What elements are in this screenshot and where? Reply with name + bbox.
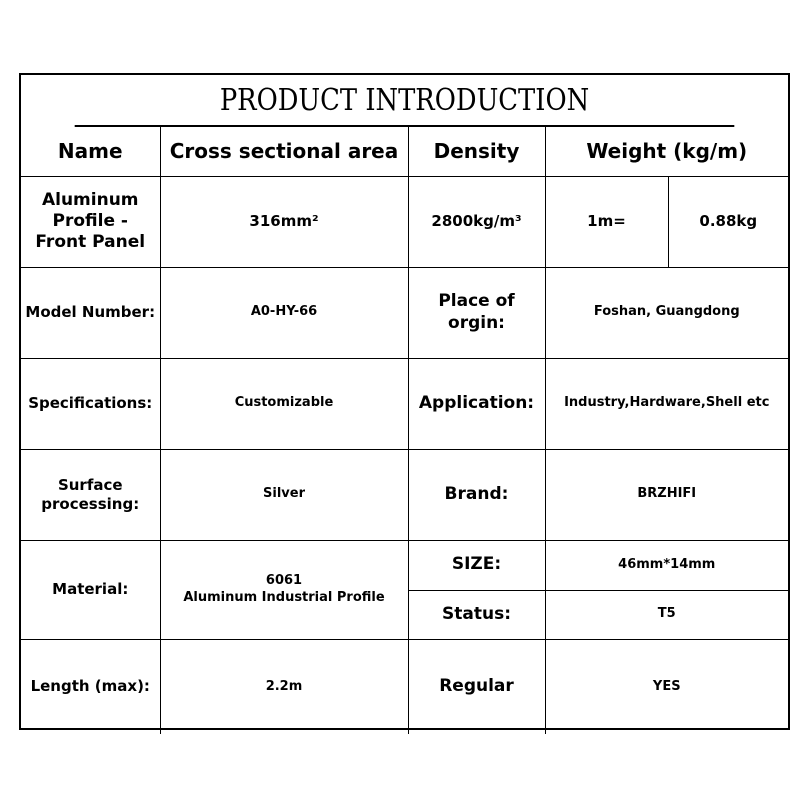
weight-value: 0.88kg [668, 176, 788, 267]
application-label: Application: [408, 358, 545, 449]
table-row [21, 176, 788, 267]
weight-label: 1m= [545, 176, 668, 267]
brand-label: Brand: [408, 449, 545, 540]
density-value: 2800kg/m³ [408, 176, 545, 267]
size-label: SIZE: [408, 540, 545, 590]
header-row [21, 127, 788, 176]
table-row [21, 540, 788, 590]
status-label: Status: [408, 590, 545, 639]
size-value: 46mm*14mm [545, 540, 788, 590]
product-name: Aluminum Profile - Front Panel [21, 176, 160, 267]
table-row [21, 449, 788, 540]
material-description: Aluminum Industrial Profile [183, 589, 385, 605]
brand-value: BRZHIFI [545, 449, 788, 540]
regular-label: Regular [408, 639, 545, 734]
spec-table [21, 127, 788, 734]
product-introduction-sheet [19, 73, 790, 730]
table-row [21, 267, 788, 358]
specifications-value: Customizable [160, 358, 408, 449]
application-value: Industry,Hardware,Shell etc [545, 358, 788, 449]
model-number-value: A0-HY-66 [160, 267, 408, 358]
material-label: Material: [21, 540, 160, 639]
model-number-label: Model Number: [21, 267, 160, 358]
material-grade: 6061 [265, 573, 303, 589]
header-name: Name [21, 127, 160, 176]
material-value [160, 540, 408, 639]
regular-value: YES [545, 639, 788, 734]
header-density: Density [408, 127, 545, 176]
table-row [21, 358, 788, 449]
status-value: T5 [545, 590, 788, 639]
place-of-origin-value: Foshan, Guangdong [545, 267, 788, 358]
length-value: 2.2m [160, 639, 408, 734]
page-title: PRODUCT INTRODUCTION [75, 75, 735, 127]
table-row [21, 639, 788, 734]
length-label: Length (max): [21, 639, 160, 734]
specifications-label: Specifications: [21, 358, 160, 449]
header-area: Cross sectional area [160, 127, 408, 176]
surface-processing-label: Surface processing: [21, 449, 160, 540]
surface-processing-value: Silver [160, 449, 408, 540]
header-weight: Weight (kg/m) [545, 127, 788, 176]
area-value: 316mm² [160, 176, 408, 267]
place-of-origin-label: Place of orgin: [408, 267, 545, 358]
